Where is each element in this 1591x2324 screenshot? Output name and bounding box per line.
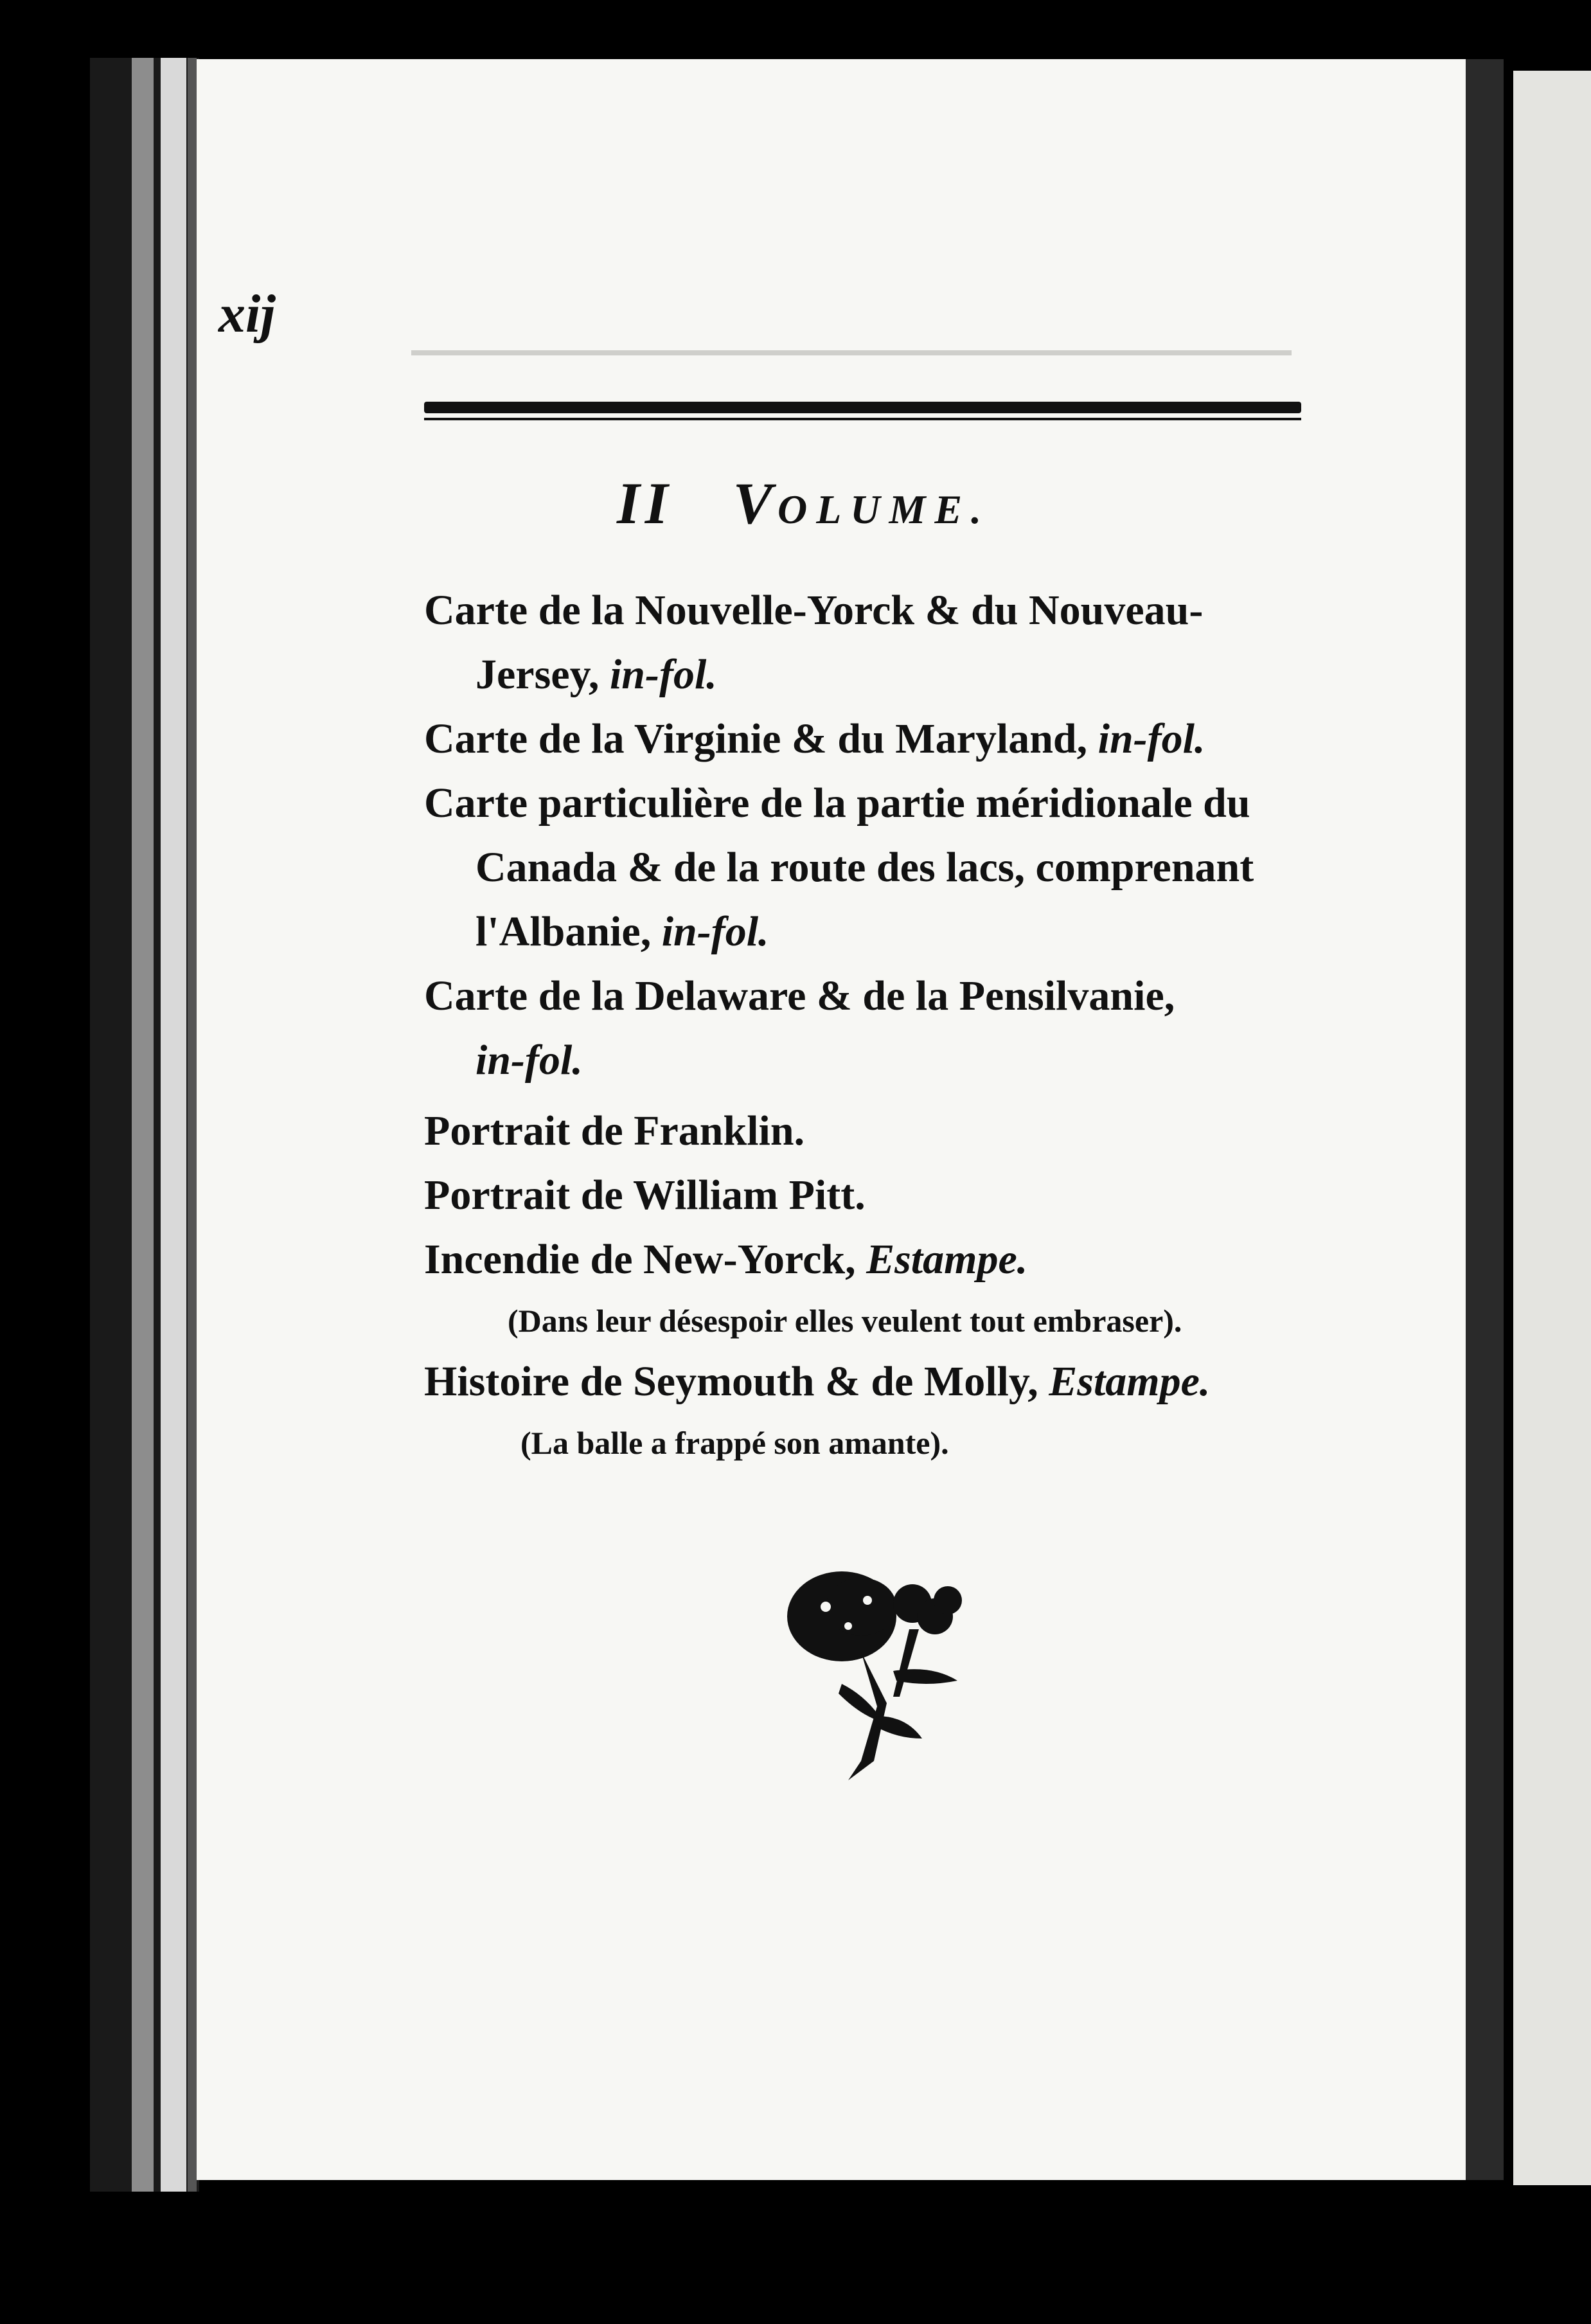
volume-number: II — [617, 470, 673, 536]
list-item: Portrait de William Pitt. — [424, 1172, 866, 1219]
header-rule-thin — [424, 418, 1301, 420]
show-through-rule — [411, 350, 1292, 355]
list-item: Portrait de Franklin. — [424, 1107, 805, 1154]
plate-caption: (Dans leur désespoir elles veulent tout embraser). — [508, 1303, 1182, 1339]
list-item: Incendie de New-Yorck, Estampe. — [424, 1236, 1028, 1283]
flower-ornament-icon — [765, 1568, 983, 1787]
section-title — [617, 469, 990, 537]
page-number: xij — [218, 284, 276, 344]
volume-word: OLUME. — [777, 487, 991, 532]
list-item: Carte particulière de la partie méridionale du Canada & de la route des lacs, comprenant l'Albanie, in-fol. — [424, 780, 1254, 955]
list-item: Carte de la Virginie & du Maryland, in-fol. — [424, 715, 1205, 762]
spine-band — [132, 58, 154, 2192]
plate-caption: (La balle a frappé son amante). — [520, 1425, 949, 1461]
header-rule — [424, 402, 1301, 413]
spine-band — [188, 58, 197, 2192]
page-gutter — [1465, 59, 1504, 2180]
list-item: Carte de la Delaware & de la Pensilvanie, in-fol. — [424, 972, 1175, 1084]
spine-band — [161, 58, 186, 2192]
volume-initial: V — [733, 470, 778, 536]
plate-list — [424, 578, 1337, 1472]
list-item: Histoire de Seymouth & de Molly, Estampe. — [424, 1358, 1211, 1405]
list-item: Carte de la Nouvelle-Yorck & du Nouveau- Jersey, in-fol. — [424, 587, 1204, 698]
facing-page — [1513, 71, 1591, 2185]
